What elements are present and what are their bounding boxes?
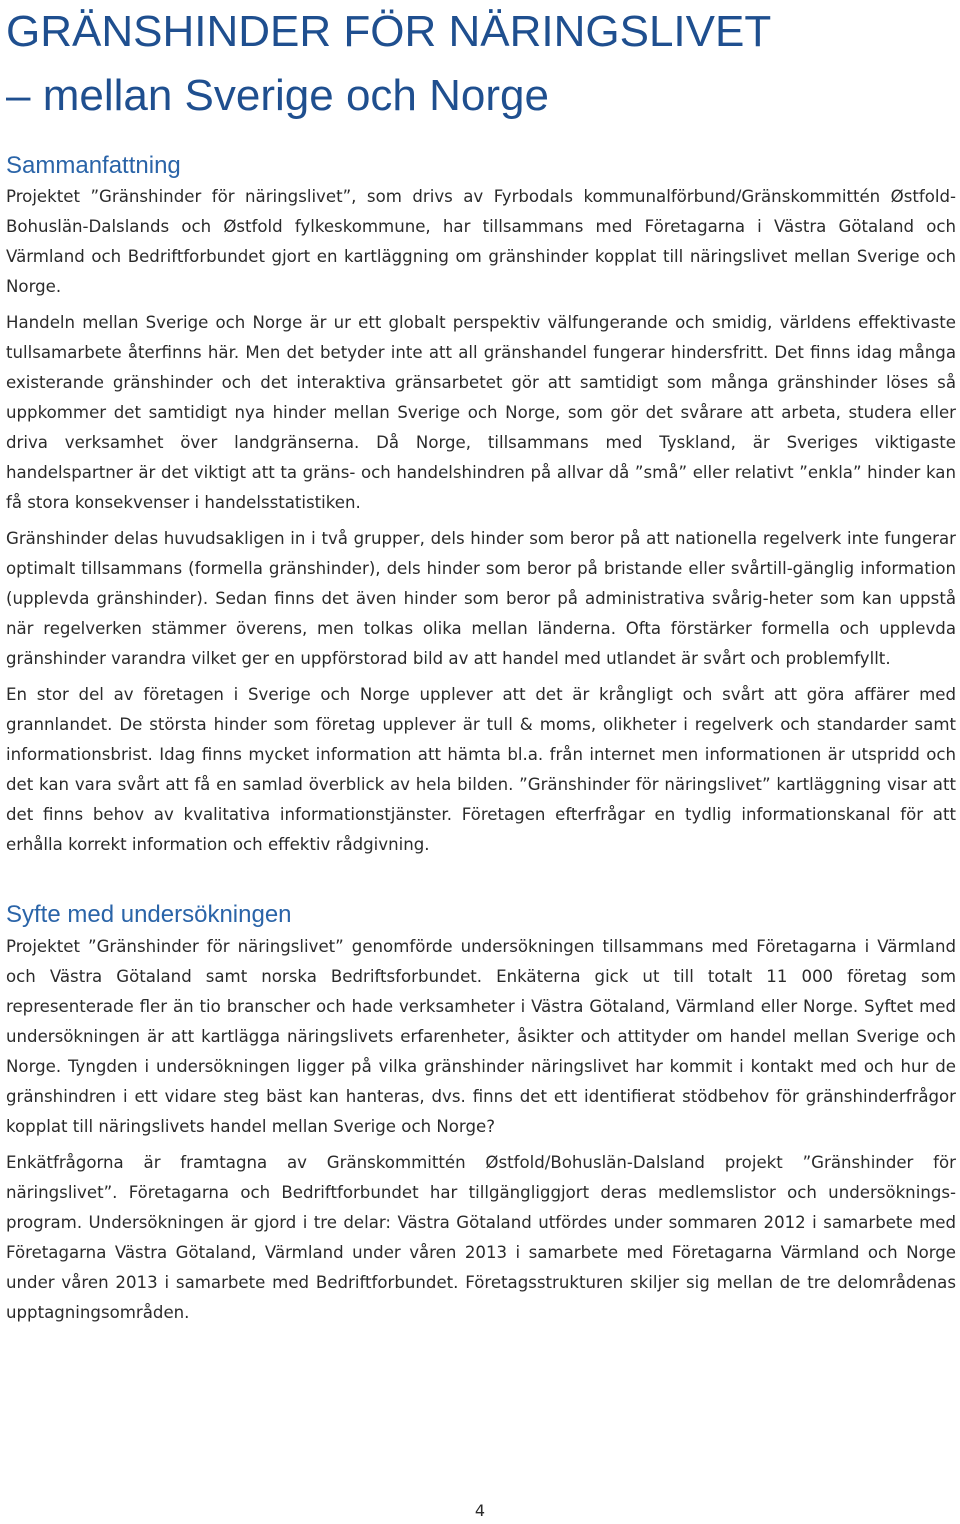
section-heading-summary: Sammanfattning — [6, 152, 181, 179]
summary-paragraph-2: Handeln mellan Sverige och Norge är ur ett globalt perspektiv välfungerande och smidig, världens effektivaste tullsamarbete återfinns här. Men det betyder inte att all gränshandel fungerar hindersfritt. Det finns idag många existerande gränshinder och det interaktiva gränsarbetet gör att samtidigt som många gränshinder löses så uppkommer det samtidigt nya hinder mellan Sverige och Norge, som gör det svårare att arbeta, studera eller driva verksamhet över landgränserna. Då Norge, tillsammans med Tyskland, är Sveriges viktigaste handelspartner är det viktigt att ta gräns- och handelshindren på allvar då ”små” eller relativt ”enkla” hinder kan få stora konsekvenser i handelsstatistiken. — [6, 313, 956, 512]
purpose-paragraph-2: Enkätfrågorna är framtagna av Gränskommittén Østfold/Bohuslän-Dalsland projekt ”Gränshinder för näringslivet”. Företagarna och Bedriftforbundet har tillgängliggjort deras medlemslistor och undersöknings-program. Undersökningen är gjord i tre delar: Västra Götaland utfördes under sommaren 2012 i samarbete med Företagarna Västra Götaland, Värmland under våren 2013 i samarbete med Företagarna Värmland och Norge under våren 2013 i samarbete med Bedriftforbundet. Företagsstrukturen skiljer sig mellan de tre delområdenas upptagningsområden. — [6, 1153, 956, 1322]
document-title — [6, 0, 956, 128]
title-line-2: – mellan Sverige och Norge — [6, 71, 549, 120]
summary-paragraph-1: Projektet ”Gränshinder för näringslivet”, som drivs av Fyrbodals kommunalförbund/Gränskommittén Østfold-Bohuslän-Dalslands och Østfold fylkeskommune, har tillsammans med Företagarna i Västra Götaland och Värmland och Bedriftforbundet gjort en kartläggning om gränshinder kopplat till näringslivet mellan Sverige och Norge. — [6, 187, 956, 296]
purpose-paragraph-1: Projektet ”Gränshinder för näringslivet” genomförde undersökningen tillsammans med Företagarna i Värmland och Västra Götaland samt norska Bedriftsforbundet. Enkäterna gick ut till totalt 11 000 företag som representerade fler än tio branscher och hade verksamheter i Västra Götaland, Värmland eller Norge. Syftet med undersökningen är att kartlägga näringslivets erfarenheter, åsikter och attityder om handel mellan Sverige och Norge. Tyngden i undersökningen ligger på vilka gränshinder näringslivet har kommit i kontakt med och hur de gränshindren i ett vidare steg bäst kan hanteras, dvs. finns det ett identifierat stödbehov för gränshinderfrågor kopplat till näringslivets handel mellan Sverige och Norge? — [6, 937, 956, 1136]
summary-paragraph-4: En stor del av företagen i Sverige och Norge upplever att det är krångligt och svårt att göra affärer med grannlandet. De största hinder som företag upplever är tull & moms, olikheter i regelverk och standarder samt informationsbrist. Idag finns mycket information att hämta bl.a. från internet men informationen är utspridd och det kan vara svårt att få en samlad överblick av hela bilden. ”Gränshinder för näringslivet” kartläggning visar att det finns behov av kvalitativa informationstjänster. Företagen efterfrågar en tydlig informationskanal för att erhålla korrekt information och effektiv rådgivning. — [6, 685, 956, 854]
title-line-1: GRÄNSHINDER FÖR NÄRINGSLIVET — [6, 7, 772, 56]
section-heading-purpose: Syfte med undersökningen — [6, 901, 292, 928]
document-page — [6, 0, 956, 1328]
summary-paragraph-3: Gränshinder delas huvudsakligen in i två grupper, dels hinder som beror på att nationella regelverk inte fungerar optimalt tillsammans (formella gränshinder), dels hinder som beror på bristande eller svårtill-gänglig information (upplevda gränshinder). Sedan finns det även hinder som beror på administrativa svårig-heter som kan uppstå när regelverken stämmer överens, men tolkas olika mellan länderna. Ofta förstärker formella och upplevda gränshinder varandra vilket ger en uppförstorad bild av att handel med utlandet är svårt och problemfyllt. — [6, 529, 956, 668]
page-number: 4 — [474, 1501, 486, 1520]
